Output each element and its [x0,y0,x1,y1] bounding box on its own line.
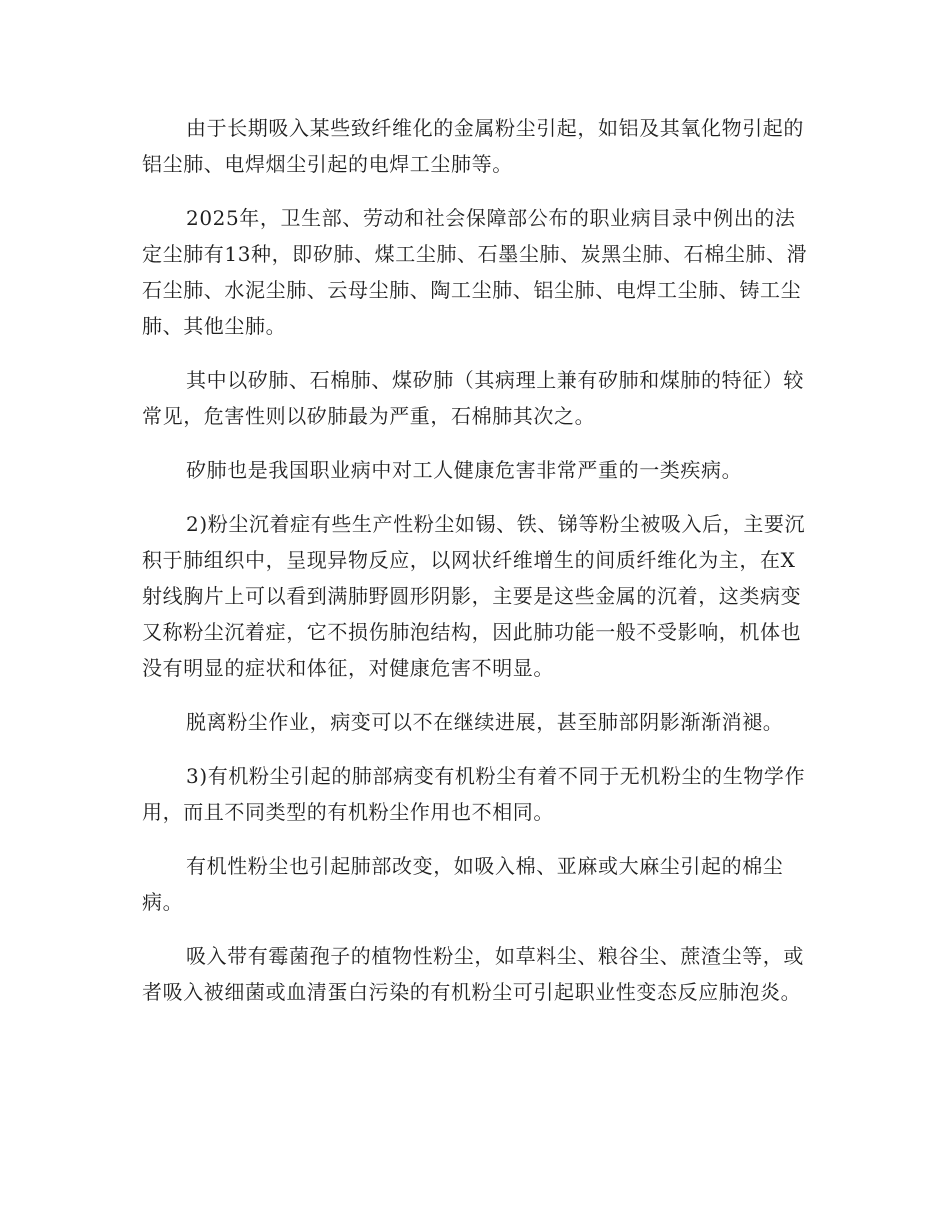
paragraph-6: 脱离粉尘作业，病变可以不在继续进展，甚至肺部阴影渐渐消褪。 [186,710,784,734]
paragraph-8: 有机性粉尘也引起肺部改变，如吸入棉、亚麻或大麻尘引起的棉尘病。 [142,854,784,914]
paragraph-4: 矽肺也是我国职业病中对工人健康危害非常严重的一类疾病。 [186,458,743,482]
paragraph-2: 2025年，卫生部、劳动和社会保障部公布的职业病目录中例出的法定尘肺有13种，即矽肺、煤工尘肺、石墨尘肺、炭黑尘肺、石棉尘肺、滑石尘肺、水泥尘肺、云母尘肺、陶工尘肺、铝尘肺、电焊工尘肺、铸工尘肺、其他尘肺。 [142,206,808,338]
paragraph-3: 其中以矽肺、石棉肺、煤矽肺（其病理上兼有矽肺和煤肺的特征）较常见，危害性则以矽肺最为严重，石棉肺其次之。 [142,368,804,428]
paragraph-9: 吸入带有霉菌孢子的植物性粉尘，如草料尘、粮谷尘、蔗渣尘等，或者吸入被细菌或血清蛋白污染的有机粉尘可引起职业性变态反应肺泡炎。 [142,944,804,1004]
paragraph-7: 3)有机粉尘引起的肺部病变有机粉尘有着不同于无机粉尘的生物学作用，而且不同类型的有机粉尘作用也不相同。 [142,764,806,824]
paragraph-1: 由于长期吸入某些致纤维化的金属粉尘引起，如铝及其氧化物引起的铝尘肺、电焊烟尘引起的电焊工尘肺等。 [142,116,804,176]
document-body [142,110,810,1028]
paragraph-5: 2)粉尘沉着症有些生产性粉尘如锡、铁、锑等粉尘被吸入后，主要沉积于肺组织中，呈现异物反应，以网状纤维增生的间质纤维化为主，在X射线胸片上可以看到满肺野圆形阴影，主要是这些金属的沉着，这类病变又称粉尘沉着症，它不损伤肺泡结构，因此肺功能一般不受影响，机体也没有明显的症状和体征，对健康危害不明显。 [142,512,806,680]
